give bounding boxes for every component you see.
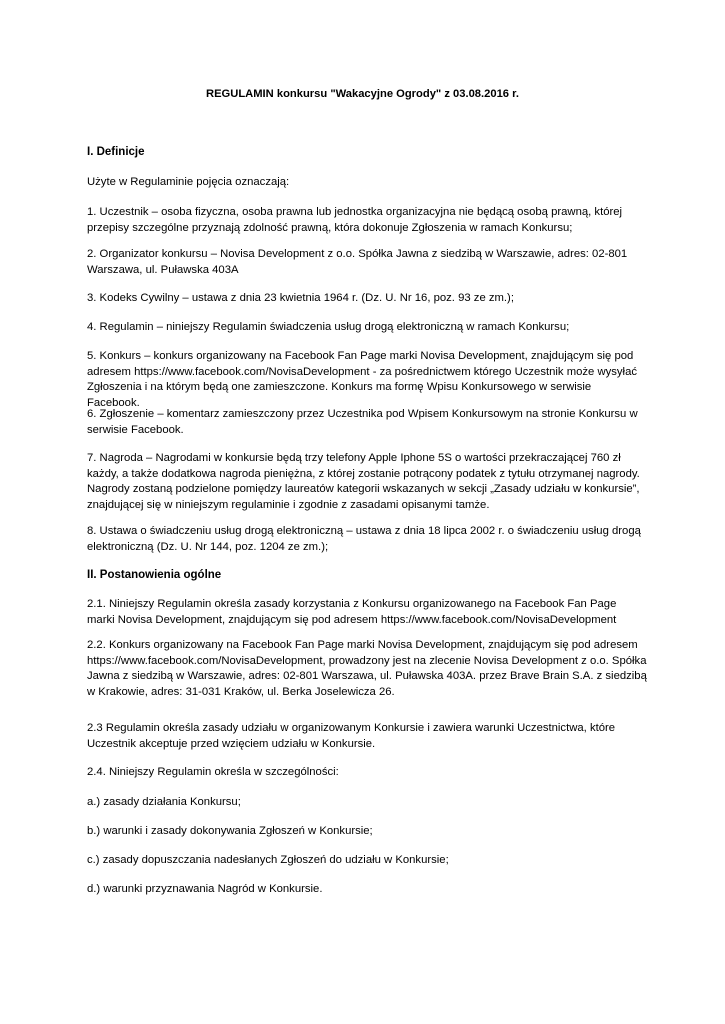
provision-list-item: b.) warunki i zasady dokonywania Zgłoszeń w Konkursie; — [87, 825, 373, 837]
definition-item: 2. Organizator konkursu – Novisa Development z o.o. Spółka Jawna z siedzibą w Warszawie, adres: 02-801 Warszawa, ul. Puławska 403A — [87, 248, 628, 276]
provision-item: 2.3 Regulamin określa zasady udziału w organizowanym Konkursie i zawiera warunki Uczestnictwa, które Uczestnik akceptuje przed wzięciem udziału w Konkursie. — [87, 722, 616, 750]
definition-item: 8. Ustawa o świadczeniu usług drogą elektroniczną – ustawa z dnia 18 lipca 2002 r. o świadczeniu usług drogą elektroniczną (Dz. U. Nr 144, poz. 1204 ze zm.); — [87, 525, 641, 553]
document-title: REGULAMIN konkursu "Wakacyjne Ogrody" z 03.08.2016 r. — [206, 88, 519, 100]
provision-list-item: d.) warunki przyznawania Nagród w Konkursie. — [87, 883, 323, 895]
provision-item: 2.4. Niniejszy Regulamin określa w szczególności: — [87, 766, 339, 778]
definition-item: 6. Zgłoszenie – komentarz zamieszczony przez Uczestnika pod Wpisem Konkursowym na stronie Konkursu w serwisie Facebook. — [87, 408, 638, 436]
definitions-intro: Użyte w Regulaminie pojęcia oznaczają: — [87, 176, 290, 188]
provision-item: 2.2. Konkurs organizowany na Facebook Fan Page marki Novisa Development, znajdującym się pod adresem https://www.facebook.com/NovisaDevelopment, prowadzony jest na zlecenie Novisa Development z o.o. Spółka Jawna z siedzibą w Warszawie, adres: 02-801 Warszawa, ul. Puławska 403A. przez Brave Brain S.A. z siedzibą w Krakowie, adres: 31-031 Kraków, ul. Berka Joselewicza 26. — [87, 639, 647, 698]
provision-list-item: a.) zasady działania Konkursu; — [87, 796, 241, 808]
definition-item: 4. Regulamin – niniejszy Regulamin świadczenia usług drogą elektroniczną w ramach Konkursu; — [87, 321, 570, 333]
definition-item: 5. Konkurs – konkurs organizowany na Facebook Fan Page marki Novisa Development, znajdującym się pod adresem https://www.facebook.com/NovisaDevelopment - za pośrednictwem którego Uczestnik może wysyłać Zgłoszenia i na którym będą one zamieszczone. Konkurs ma formę Wpisu Konkursowego w serwisie Facebook. — [87, 350, 638, 409]
definition-item: 7. Nagroda – Nagrodami w konkursie będą trzy telefony Apple Iphone 5S o wartości przekraczającej 760 zł każdy, a także dodatkowa nagroda pieniężna, z której zostanie potrącony podatek z tytułu otrzymanej nagrody. Nagrody zostaną podzielone pomiędzy laureatów kategorii wskazanych w sekcji „Zasady udziału w konkursie”, znajdującej się w niniejszym regulaminie i zgodnie z zasadami opisanymi tamże. — [87, 452, 640, 511]
section-heading-definitions: I. Definicje — [87, 146, 145, 158]
section-heading-general-provisions: II. Postanowienia ogólne — [87, 569, 222, 581]
definition-item: 1. Uczestnik – osoba fizyczna, osoba prawna lub jednostka organizacyjna nie będącą osobą prawną, której przepisy szczególne przyznają zdolność prawną, która dokonuje Zgłoszenia w ramach Konkursu; — [87, 206, 623, 234]
provision-item: 2.1. Niniejszy Regulamin określa zasady korzystania z Konkursu organizowanego na Facebook Fan Page marki Novisa Development, znajdującym się pod adresem https://www.facebook.com/NovisaDevelopment — [87, 598, 617, 626]
definition-item: 3. Kodeks Cywilny – ustawa z dnia 23 kwietnia 1964 r. (Dz. U. Nr 16, poz. 93 ze zm.); — [87, 292, 514, 304]
provision-list-item: c.) zasady dopuszczania nadesłanych Zgłoszeń do udziału w Konkursie; — [87, 854, 449, 866]
